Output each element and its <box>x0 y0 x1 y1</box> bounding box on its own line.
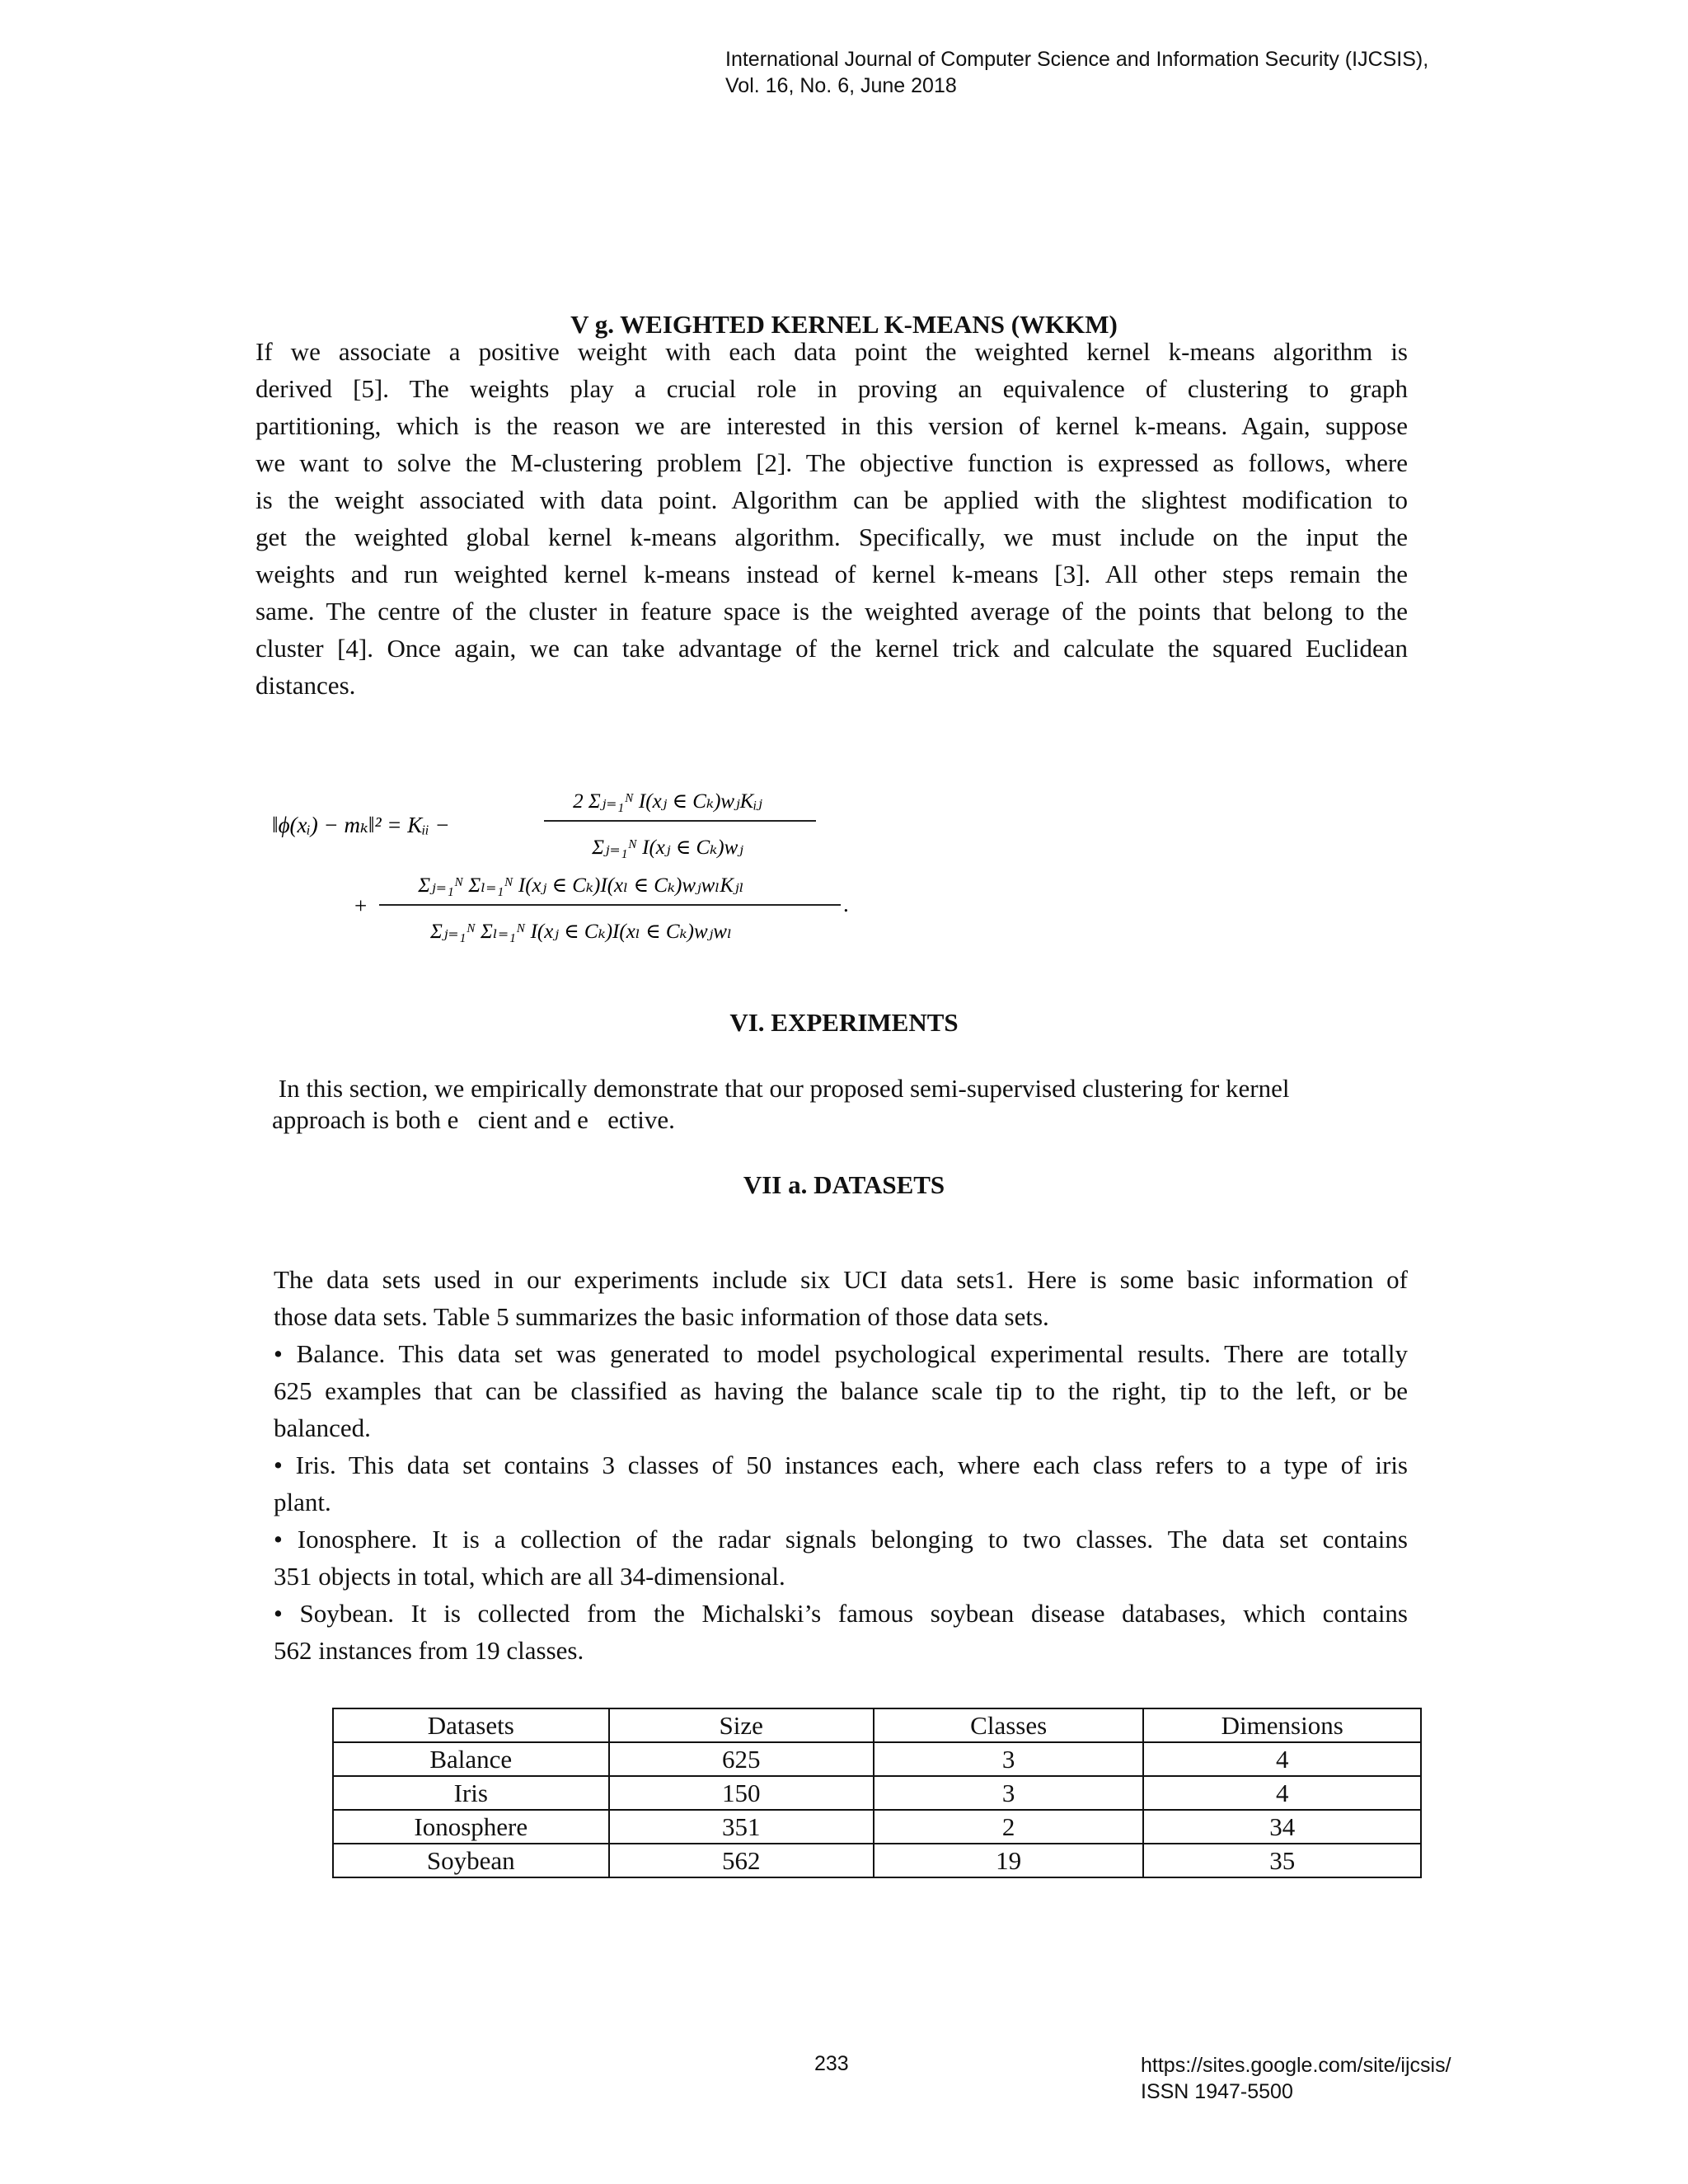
section-heading-wkkm: V g. WEIGHTED KERNEL K-MEANS (WKKM) <box>570 310 1118 339</box>
footer-url: https://sites.google.com/site/ijcsis/ <box>1141 2054 1451 2077</box>
table-cell: 34 <box>1143 1810 1421 1844</box>
weighted-kernel-distance-formula <box>272 775 898 956</box>
paragraph-line: 562 instances from 19 classes. <box>274 1636 584 1665</box>
formula-plus: + <box>354 893 368 918</box>
table-cell: Balance <box>333 1742 609 1776</box>
table-cell: 351 <box>609 1810 874 1844</box>
paragraph-line: same. The centre of the cluster in feature space is the weighted average of the points that belong to the <box>256 597 1408 626</box>
paragraph-line: • Balance. This data set was generated to model psychological experimental results. There are totally <box>274 1339 1408 1368</box>
table-cell: 4 <box>1143 1742 1421 1776</box>
table-row <box>333 1776 1421 1810</box>
paragraph-line: In this section, we empirically demonstrate that our proposed semi-supervised clustering for kernel <box>272 1074 1290 1103</box>
paragraph-line: partitioning, which is the reason we are interested in this version of kernel k-means. Again, suppose <box>256 411 1408 440</box>
table-cell: 562 <box>609 1844 874 1877</box>
footer-issn: ISSN 1947-5500 <box>1141 2080 1293 2103</box>
table-cell: 2 <box>874 1810 1143 1844</box>
paragraph-line: cluster [4]. Once again, we can take advantage of the kernel trick and calculate the squared Euclidean <box>256 634 1408 663</box>
paragraph-line: we want to solve the M-clustering problem [2]. The objective function is expressed as follows, where <box>256 448 1408 477</box>
paragraph-line: derived [5]. The weights play a crucial role in proving an equivalence of clustering to graph <box>256 374 1408 403</box>
table-cell: 150 <box>609 1776 874 1810</box>
table-row <box>333 1742 1421 1776</box>
paragraph-line: those data sets. Table 5 summarizes the basic information of those data sets. <box>274 1302 1049 1331</box>
table-header-cell: Dimensions <box>1143 1708 1421 1742</box>
table-cell: Ionosphere <box>333 1810 609 1844</box>
journal-header <box>725 46 1428 99</box>
journal-header-line-2: Vol. 16, No. 6, June 2018 <box>725 74 957 97</box>
formula-denominator-1: Σⱼ₌₁ᴺ I(xⱼ ∈ Cₖ)wⱼ <box>592 837 743 859</box>
footer-info <box>1141 2052 1451 2105</box>
paragraph-datasets <box>274 1261 1408 1669</box>
table-row <box>333 1844 1421 1877</box>
paragraph-line: 351 objects in total, which are all 34-dimensional. <box>274 1562 785 1591</box>
table-cell: 625 <box>609 1742 874 1776</box>
page-number: 233 <box>814 2052 849 2075</box>
table-row <box>333 1810 1421 1844</box>
table-cell: 4 <box>1143 1776 1421 1810</box>
paragraph-line: distances. <box>256 671 356 700</box>
paragraph-line: 625 examples that can be classified as having the balance scale tip to the right, tip to the left, or be <box>274 1376 1408 1405</box>
paragraph-line: balanced. <box>274 1413 371 1442</box>
formula-numerator-2: Σⱼ₌₁ᴺ Σₗ₌₁ᴺ I(xⱼ ∈ Cₖ)I(xₗ ∈ Cₖ)wⱼwₗKⱼₗ <box>418 874 744 897</box>
table-cell: 19 <box>874 1844 1143 1877</box>
formula-denominator-2: Σⱼ₌₁ᴺ Σₗ₌₁ᴺ I(xⱼ ∈ Cₖ)I(xₗ ∈ Cₖ)wⱼwₗ <box>429 921 733 943</box>
table-header-cell: Classes <box>874 1708 1143 1742</box>
table-cell: Iris <box>333 1776 609 1810</box>
paragraph-line: If we associate a positive weight with each data point the weighted kernel k-means algorithm is <box>256 337 1408 366</box>
table-header-row <box>333 1708 1421 1742</box>
paragraph-line: • Soybean. It is collected from the Michalski’s famous soybean disease databases, which contains <box>274 1599 1408 1628</box>
paragraph-line: plant. <box>274 1488 331 1516</box>
paragraph-line: • Iris. This data set contains 3 classes of 50 instances each, where each class refers to a type of iris <box>274 1451 1408 1479</box>
paragraph-line: is the weight associated with data point. Algorithm can be applied with the slightest modification to <box>256 485 1408 514</box>
table-header-cell: Size <box>609 1708 874 1742</box>
table-cell: 3 <box>874 1776 1143 1810</box>
section-heading-experiments: VI. EXPERIMENTS <box>729 1008 959 1037</box>
table-header-cell: Datasets <box>333 1708 609 1742</box>
table-cell: 35 <box>1143 1844 1421 1877</box>
paragraph-wkkm <box>256 333 1408 704</box>
paragraph-line: weights and run weighted kernel k-means instead of kernel k-means [3]. All other steps remain the <box>256 560 1408 588</box>
journal-header-line-1: International Journal of Computer Science and Information Security (IJCSIS), <box>725 48 1429 71</box>
formula-numerator-1: 2 Σⱼ₌₁ᴺ I(xⱼ ∈ Cₖ)wⱼKᵢⱼ <box>573 790 762 813</box>
paragraph-line: approach is both e cient and e ective. <box>272 1105 675 1134</box>
table-cell: 3 <box>874 1742 1143 1776</box>
formula-lhs: ‖ϕ(xᵢ) − mₖ‖² = Kᵢᵢ − <box>272 813 450 837</box>
table-cell: Soybean <box>333 1844 609 1877</box>
formula-end-period: . <box>843 892 849 916</box>
paragraph-line: get the weighted global kernel k-means algorithm. Specifically, we must include on the input the <box>256 523 1408 551</box>
paragraph-line: The data sets used in our experiments include six UCI data sets1. Here is some basic information of <box>274 1265 1408 1294</box>
section-heading-datasets: VII a. DATASETS <box>743 1170 945 1199</box>
paragraph-experiments <box>272 1073 1409 1136</box>
datasets-table <box>332 1708 1422 1878</box>
paragraph-line: • Ionosphere. It is a collection of the radar signals belonging to two classes. The data set contains <box>274 1525 1408 1554</box>
